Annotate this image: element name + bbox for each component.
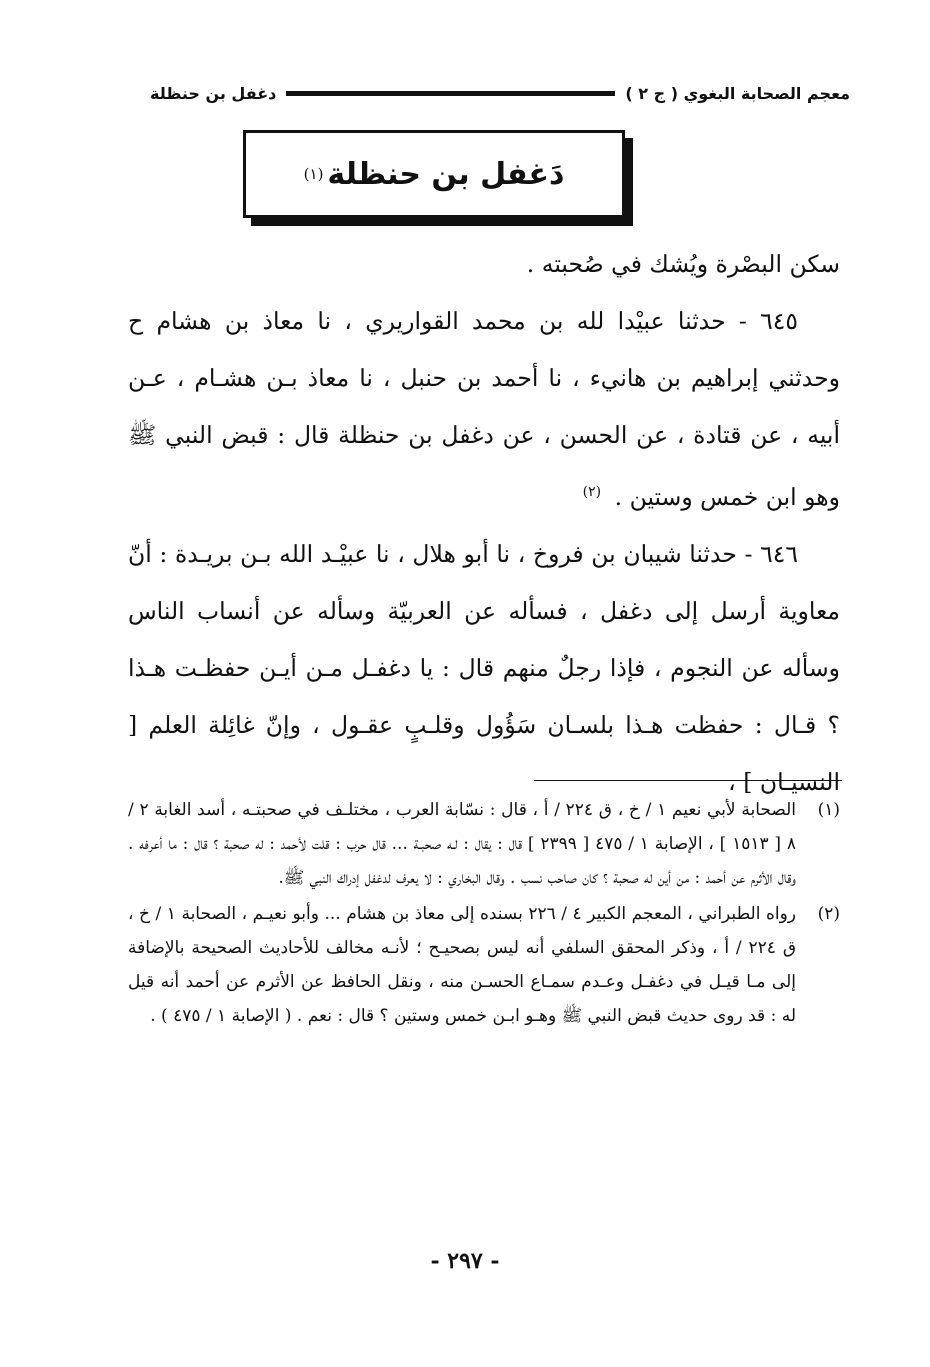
header-rule [286, 91, 615, 96]
header-entry-title: دغفل بن حنظلة [150, 83, 277, 103]
footnote-1 [128, 793, 840, 895]
body-text [128, 236, 840, 811]
hadith-645-text: ٦٤٥ - حدثنا عبيْدا لله بن محمد القواريري ، نا معاذ بن هشام ح وحدثني إبراهيم بن هانيء ، نا أحمد بن حنبل ، نا معاذ بـن هشـام ، عـن أبيه ، عن قتادة ، عن الحسن ، عن دغفل بن حنظلة قال : قبض النبي ﷺ وهو ابن خمس وستين . [128, 307, 840, 511]
page-number: - ٢٩٧ - [430, 1248, 500, 1274]
entry-title-note: (١) [303, 165, 324, 183]
entry-title: دَغفل بن حنظلة [327, 156, 565, 192]
running-header [150, 78, 850, 108]
footnotes [128, 793, 840, 1035]
footnote-number: (١) [817, 800, 840, 820]
footnote-text: رواه الطبراني ، المعجم الكبير ٤ / ٢٢٦ بسنده إلى معاذ بن هشام ... وأبو نعيـم ، الصحابة ١ / خ ، ق ٢٢٤ / أ ، وذكر المحقق السلفي أنه ليس بصحيـح ؛ لأنـه مخالف للأحاديث الصحيحة بالإضافة إلى مـا قيـل في دغفـل وعـدم سمـاع الحسـن منه ، ونقل الحافظ عن الأثرم عن أحمد أنه قيل له : قد روى حديث قبض النبي ﷺ وهـو ابـن خمس وستين ؟ قال : نعم . ( الإصابة ١ / ٤٧٥ ) . [128, 904, 797, 1026]
footnote-2 [128, 897, 840, 1033]
entry-title-box [243, 130, 625, 218]
footnote-number: (٢) [817, 904, 840, 924]
footnote-separator [534, 780, 842, 781]
hadith-645 [128, 293, 840, 526]
header-book-title: معجم الصحابة البغوي ( ج ٢ ) [625, 83, 850, 103]
hadith-645-note: (٢) [582, 484, 602, 500]
body-intro: سكن البصْرة ويُشك في صُحبته . [526, 250, 840, 278]
footnote-text: الصحابة لأبي نعيم ١ / خ ، ق ٢٢٤ / أ ، قال : نسّابة العرب ، مختلـف في صحبتـه ، أسد الغابة ٢ / ٨ [ ١٥١٣ ] ، الإصابة ١ / ٤٧٥ [ ٢٣٩٩ ] قال : يقال : لـه صحبـة ... قال حرب : قلت لأحمد : له صحبة ؟ قال : ما أعرفه . وقال الأثرم عن أحمد : من أين له صحبة ؟ كان صاحب نسب . وقال البخاري : لا يعرف لدغفل إدراك النبي ﷺ. [128, 800, 796, 888]
hadith-646: ٦٤٦ - حدثنا شيبان بن فروخ ، نا أبو هلال ، نا عبيْـد الله بـن بريـدة : أنّ معاوية أرسل إلى دغفل ، فسأله عن العربيّة وسأله عن أنساب الناس وسأله عن النجوم ، فإذا رجلٌ منهم قال : يا دغفـل مـن أيـن حفظـت هـذا ؟ قـال : حفظت هـذا بلسـان سَؤُول وقلـبٍ عقـول ، وإنّ غائِلة العلم [ النسيـان ] ، [128, 539, 840, 796]
